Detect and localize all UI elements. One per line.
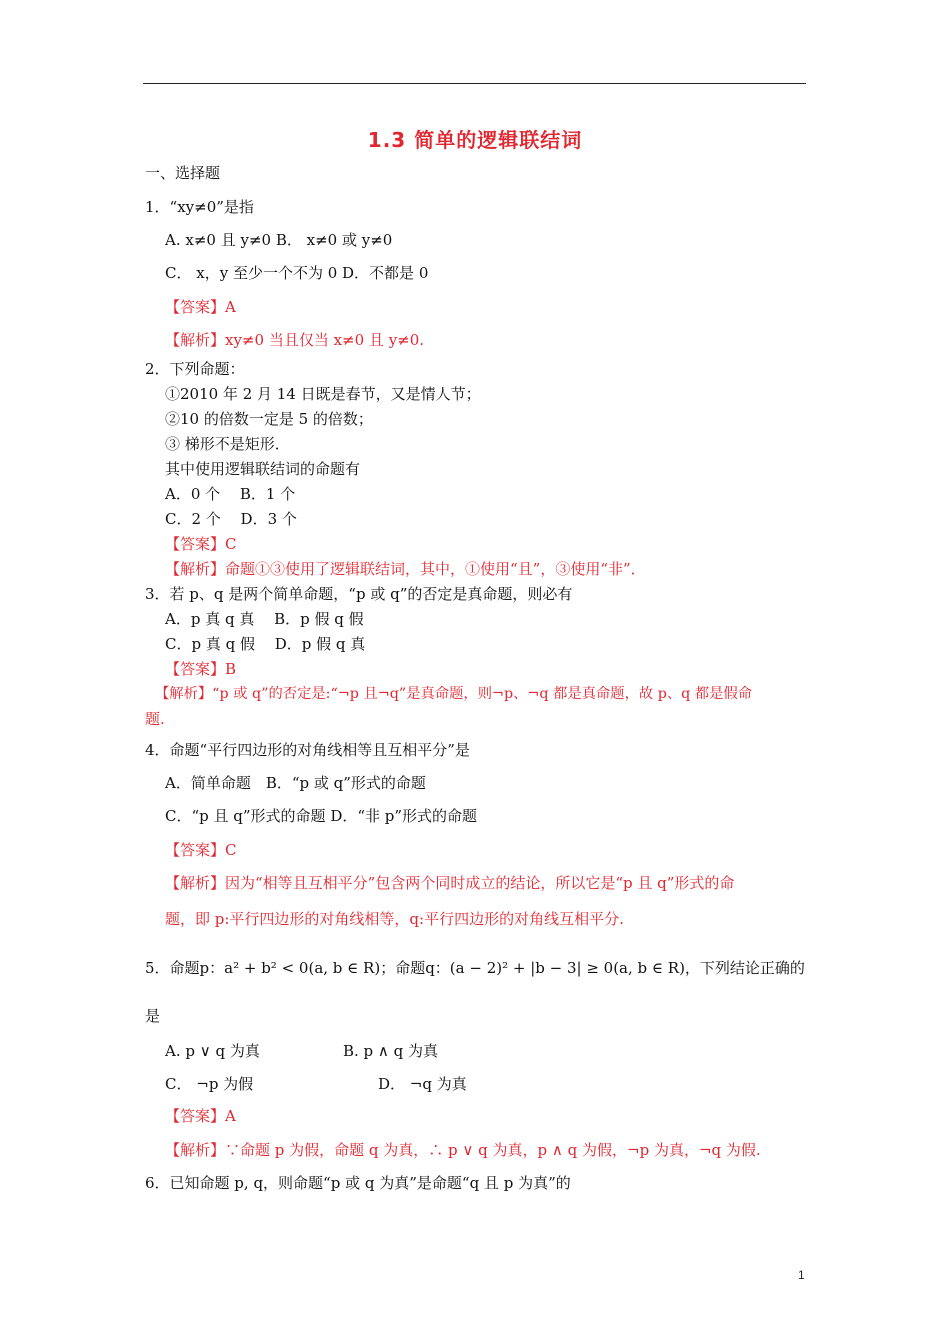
q2-options-ab: A．0 个 B．1 个 — [165, 485, 296, 503]
q4-options-cd: C．“p 且 q”形式的命题 D．“非 p”形式的命题 — [165, 807, 478, 825]
q3-options-cd: C．p 真 q 假 D．p 假 q 真 — [165, 635, 366, 653]
q3-stem: 3．若 p、q 是两个简单命题，“p 或 q”的否定是真命题，则必有 — [145, 585, 573, 603]
q1-answer: 【答案】A — [165, 298, 236, 316]
q2-item-2: ②10 的倍数一定是 5 的倍数； — [165, 410, 373, 428]
q5-option-a: A. p ∨ q 为真 — [165, 1042, 260, 1060]
q4-analysis-line1: 【解析】因为“相等且互相平分”包含两个同时成立的结论，所以它是“p 且 q”形式的命 — [165, 874, 735, 892]
page-number: 1 — [798, 1268, 805, 1282]
q5-analysis: 【解析】∵命题 p 为假，命题 q 为真，∴ p ∨ q 为真，p ∧ q 为假，¬p 为真，¬q 为假. — [165, 1141, 761, 1159]
q5-option-b: B. p ∧ q 为真 — [343, 1042, 439, 1060]
q4-options-ab: A．简单命题 B．“p 或 q”形式的命题 — [165, 774, 426, 792]
q2-answer: 【答案】C — [165, 535, 237, 553]
q3-analysis-line2: 题. — [145, 710, 165, 728]
q3-analysis-line1: 【解析】“p 或 q”的否定是:“¬p 且¬q”是真命题，则¬p、¬q 都是真命题，故 p、q 都是假命 — [155, 686, 753, 702]
q2-analysis: 【解析】命题①③使用了逻辑联结词，其中，①使用“且”，③使用“非”． — [165, 560, 646, 578]
q3-answer: 【答案】B — [165, 660, 237, 678]
q2-options-cd: C．2 个 D．3 个 — [165, 510, 297, 528]
q4-answer: 【答案】C — [165, 841, 237, 859]
page-title: 1.3 简单的逻辑联结词 — [367, 128, 583, 152]
header-rule — [143, 83, 806, 84]
q5-option-d: D． ¬q 为真 — [378, 1075, 467, 1093]
q1-analysis: 【解析】xy≠0 当且仅当 x≠0 且 y≠0. — [165, 331, 425, 349]
q2-item-1: ①2010 年 2 月 14 日既是春节，又是情人节； — [165, 385, 481, 403]
q1-stem: 1．“xy≠0”是指 — [145, 198, 254, 216]
q2-ask: 其中使用逻辑联结词的命题有 — [165, 460, 361, 478]
q5-stem: 5．命题p：a² + b² < 0(a, b ∈ R)；命题q：(a − 2)² + |b − 3| ≥ 0(a, b ∈ R)，下列结论正确的 — [145, 959, 805, 977]
q1-options-ab: A. x≠0 且 y≠0 B． x≠0 或 y≠0 — [165, 231, 393, 249]
q5-answer: 【答案】A — [165, 1107, 236, 1125]
q2-item-3: ③ 梯形不是矩形． — [165, 435, 290, 453]
q3-options-ab: A．p 真 q 真 B．p 假 q 假 — [165, 610, 364, 628]
q4-stem: 4．命题“平行四边形的对角线相等且互相平分”是 — [145, 741, 470, 759]
q5-stem-continued: 是 — [145, 1007, 161, 1025]
section-heading: 一、选择题 — [145, 164, 221, 182]
q4-analysis-line2: 题，即 p:平行四边形的对角线相等，q:平行四边形的对角线互相平分. — [165, 910, 624, 928]
q1-options-cd: C． x，y 至少一个不为 0 D．不都是 0 — [165, 264, 429, 282]
q5-option-c: C． ¬p 为假 — [165, 1075, 254, 1093]
q6-stem: 6．已知命题 p, q，则命题“p 或 q 为真”是命题“q 且 p 为真”的 — [145, 1174, 571, 1192]
q2-stem: 2．下列命题： — [145, 360, 245, 378]
